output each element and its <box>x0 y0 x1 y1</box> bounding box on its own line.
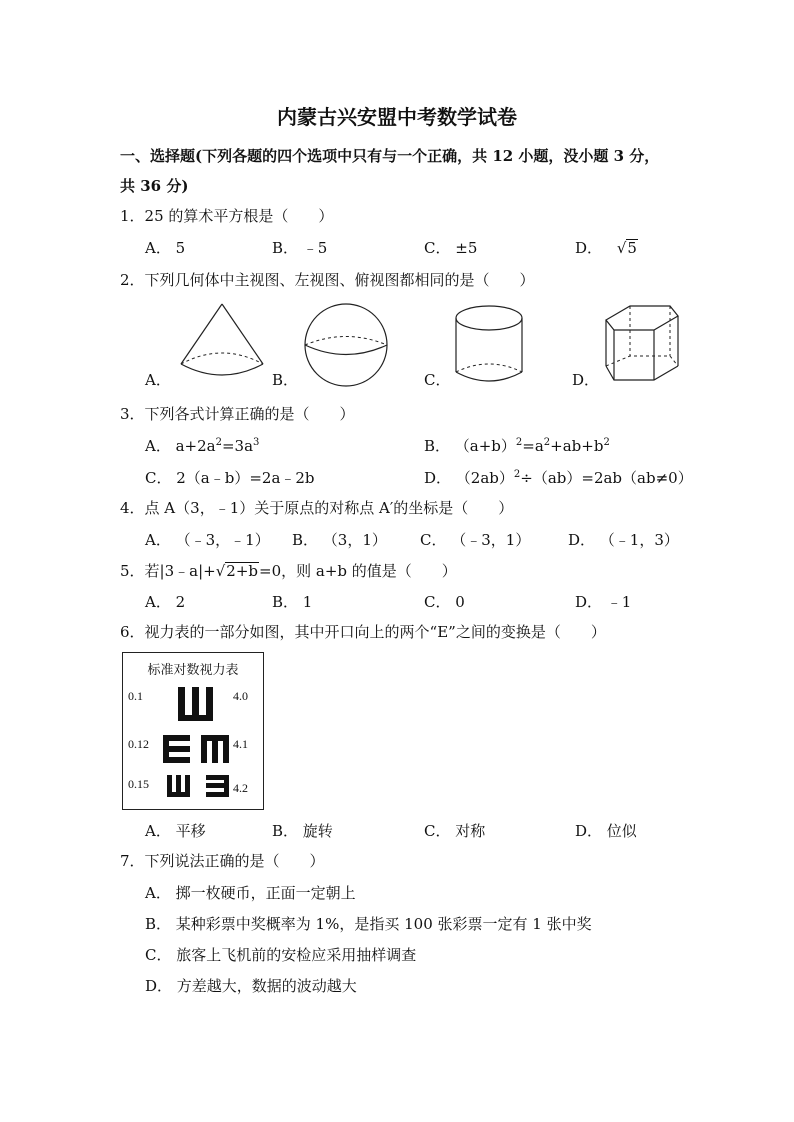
e-up-large <box>178 687 213 721</box>
q5-option-c: C． 0 <box>424 593 465 611</box>
q7-option-d: D． 方差越大，数据的波动越大 <box>145 977 357 995</box>
cone-figure <box>175 300 270 390</box>
eye-chart <box>122 652 264 810</box>
page-title: 内蒙古兴安盟中考数学试卷 <box>277 105 517 129</box>
q3-option-d: D． $(2ab)^2\div(ab)=2ab(ab\ne 0)$ <box>424 469 693 487</box>
q4-option-d: D． （﹣1，3） <box>568 531 679 549</box>
q1-option-b: B． ﹣5 <box>272 239 328 257</box>
q2-stem: 2．下列几何体中主视图、左视图、俯视图都相同的是（ ） <box>120 271 535 289</box>
eye-chart-row3-right: 4.2 <box>233 781 248 795</box>
q1-option-d: D． √5 <box>575 239 637 257</box>
eye-chart-caption: 标准对数视力表 <box>147 663 239 678</box>
e-right-medium <box>163 735 190 763</box>
q6-option-c: C． 对称 <box>424 822 486 840</box>
q4-option-a: A． （﹣3，﹣1） <box>145 531 270 549</box>
q5-option-d: D． ﹣1 <box>575 593 632 611</box>
sphere-figure <box>300 300 392 390</box>
q6-option-b: B． 旋转 <box>272 822 333 840</box>
q3-option-b: B． $(a+b)^2=a^2+ab+b^2$ <box>424 437 610 455</box>
q1-stem: 1．25 的算术平方根是（ ） <box>120 207 334 225</box>
q3-stem: 3．下列各式计算正确的是（ ） <box>120 405 355 423</box>
q7-option-b: B． 某种彩票中奖概率为 1%，是指买 100 张彩票一定有 1 张中奖 <box>145 915 592 933</box>
q3-option-a: A． $a+2a^2=3a^3$ <box>145 437 260 455</box>
q2-option-c: C． <box>424 371 451 389</box>
q2-option-b: B． <box>272 371 299 389</box>
eye-chart-row3-left: 0.15 <box>128 777 149 791</box>
q5-stem: 5．若|3﹣a|+√2+b=0，则 a+b 的值是（ ） <box>120 562 457 580</box>
q1-option-a: A． 5 <box>145 239 186 257</box>
q6-stem: 6．视力表的一部分如图，其中开口向上的两个“E”之间的变换是（ ） <box>120 623 606 641</box>
cylinder-figure <box>452 300 527 390</box>
e-down-medium <box>201 735 229 763</box>
q5-option-b: B． 1 <box>272 593 313 611</box>
q4-option-b: B． （3，1） <box>292 531 387 549</box>
q6-option-a: A． 平移 <box>145 822 206 840</box>
section-heading-line2: 共 36 分) <box>120 177 189 195</box>
q5-radicand: 2+b <box>226 562 258 580</box>
q1-option-c: C． ±5 <box>424 239 478 257</box>
eye-chart-row2-right: 4.1 <box>233 737 248 751</box>
q4-stem: 4．点 A（3，﹣1）关于原点的对称点 A′的坐标是（ ） <box>120 499 514 517</box>
q2-option-a: A． <box>145 371 171 389</box>
e-up-small <box>167 775 190 797</box>
q7-option-c: C． 旅客上飞机前的安检应采用抽样调查 <box>145 946 417 964</box>
q6-option-d: D． 位似 <box>575 822 637 840</box>
e-left-small <box>206 775 229 797</box>
q5-option-a: A． 2 <box>145 593 186 611</box>
q3-option-c: C． 2（a﹣b）=2a﹣2b <box>145 469 315 487</box>
q4-option-c: C． （﹣3，1） <box>420 531 531 549</box>
q2-option-d: D． <box>572 371 600 389</box>
eye-chart-row2-left: 0.12 <box>128 737 149 751</box>
q7-stem: 7．下列说法正确的是（ ） <box>120 852 325 870</box>
q1-option-d-radicand: 5 <box>627 239 637 257</box>
section-heading-line1: 一、选择题(下列各题的四个选项中只有与一个正确，共 12 小题，没小题 3 分， <box>120 147 660 165</box>
eye-chart-row1-right: 4.0 <box>233 689 248 703</box>
q1-option-d-label: D． <box>575 239 603 257</box>
q7-option-a: A． 掷一枚硬币，正面一定朝上 <box>145 884 356 902</box>
eye-chart-letters <box>123 653 262 808</box>
hexagonal-prism-figure <box>602 302 682 387</box>
eye-chart-row1-left: 0.1 <box>128 689 143 703</box>
